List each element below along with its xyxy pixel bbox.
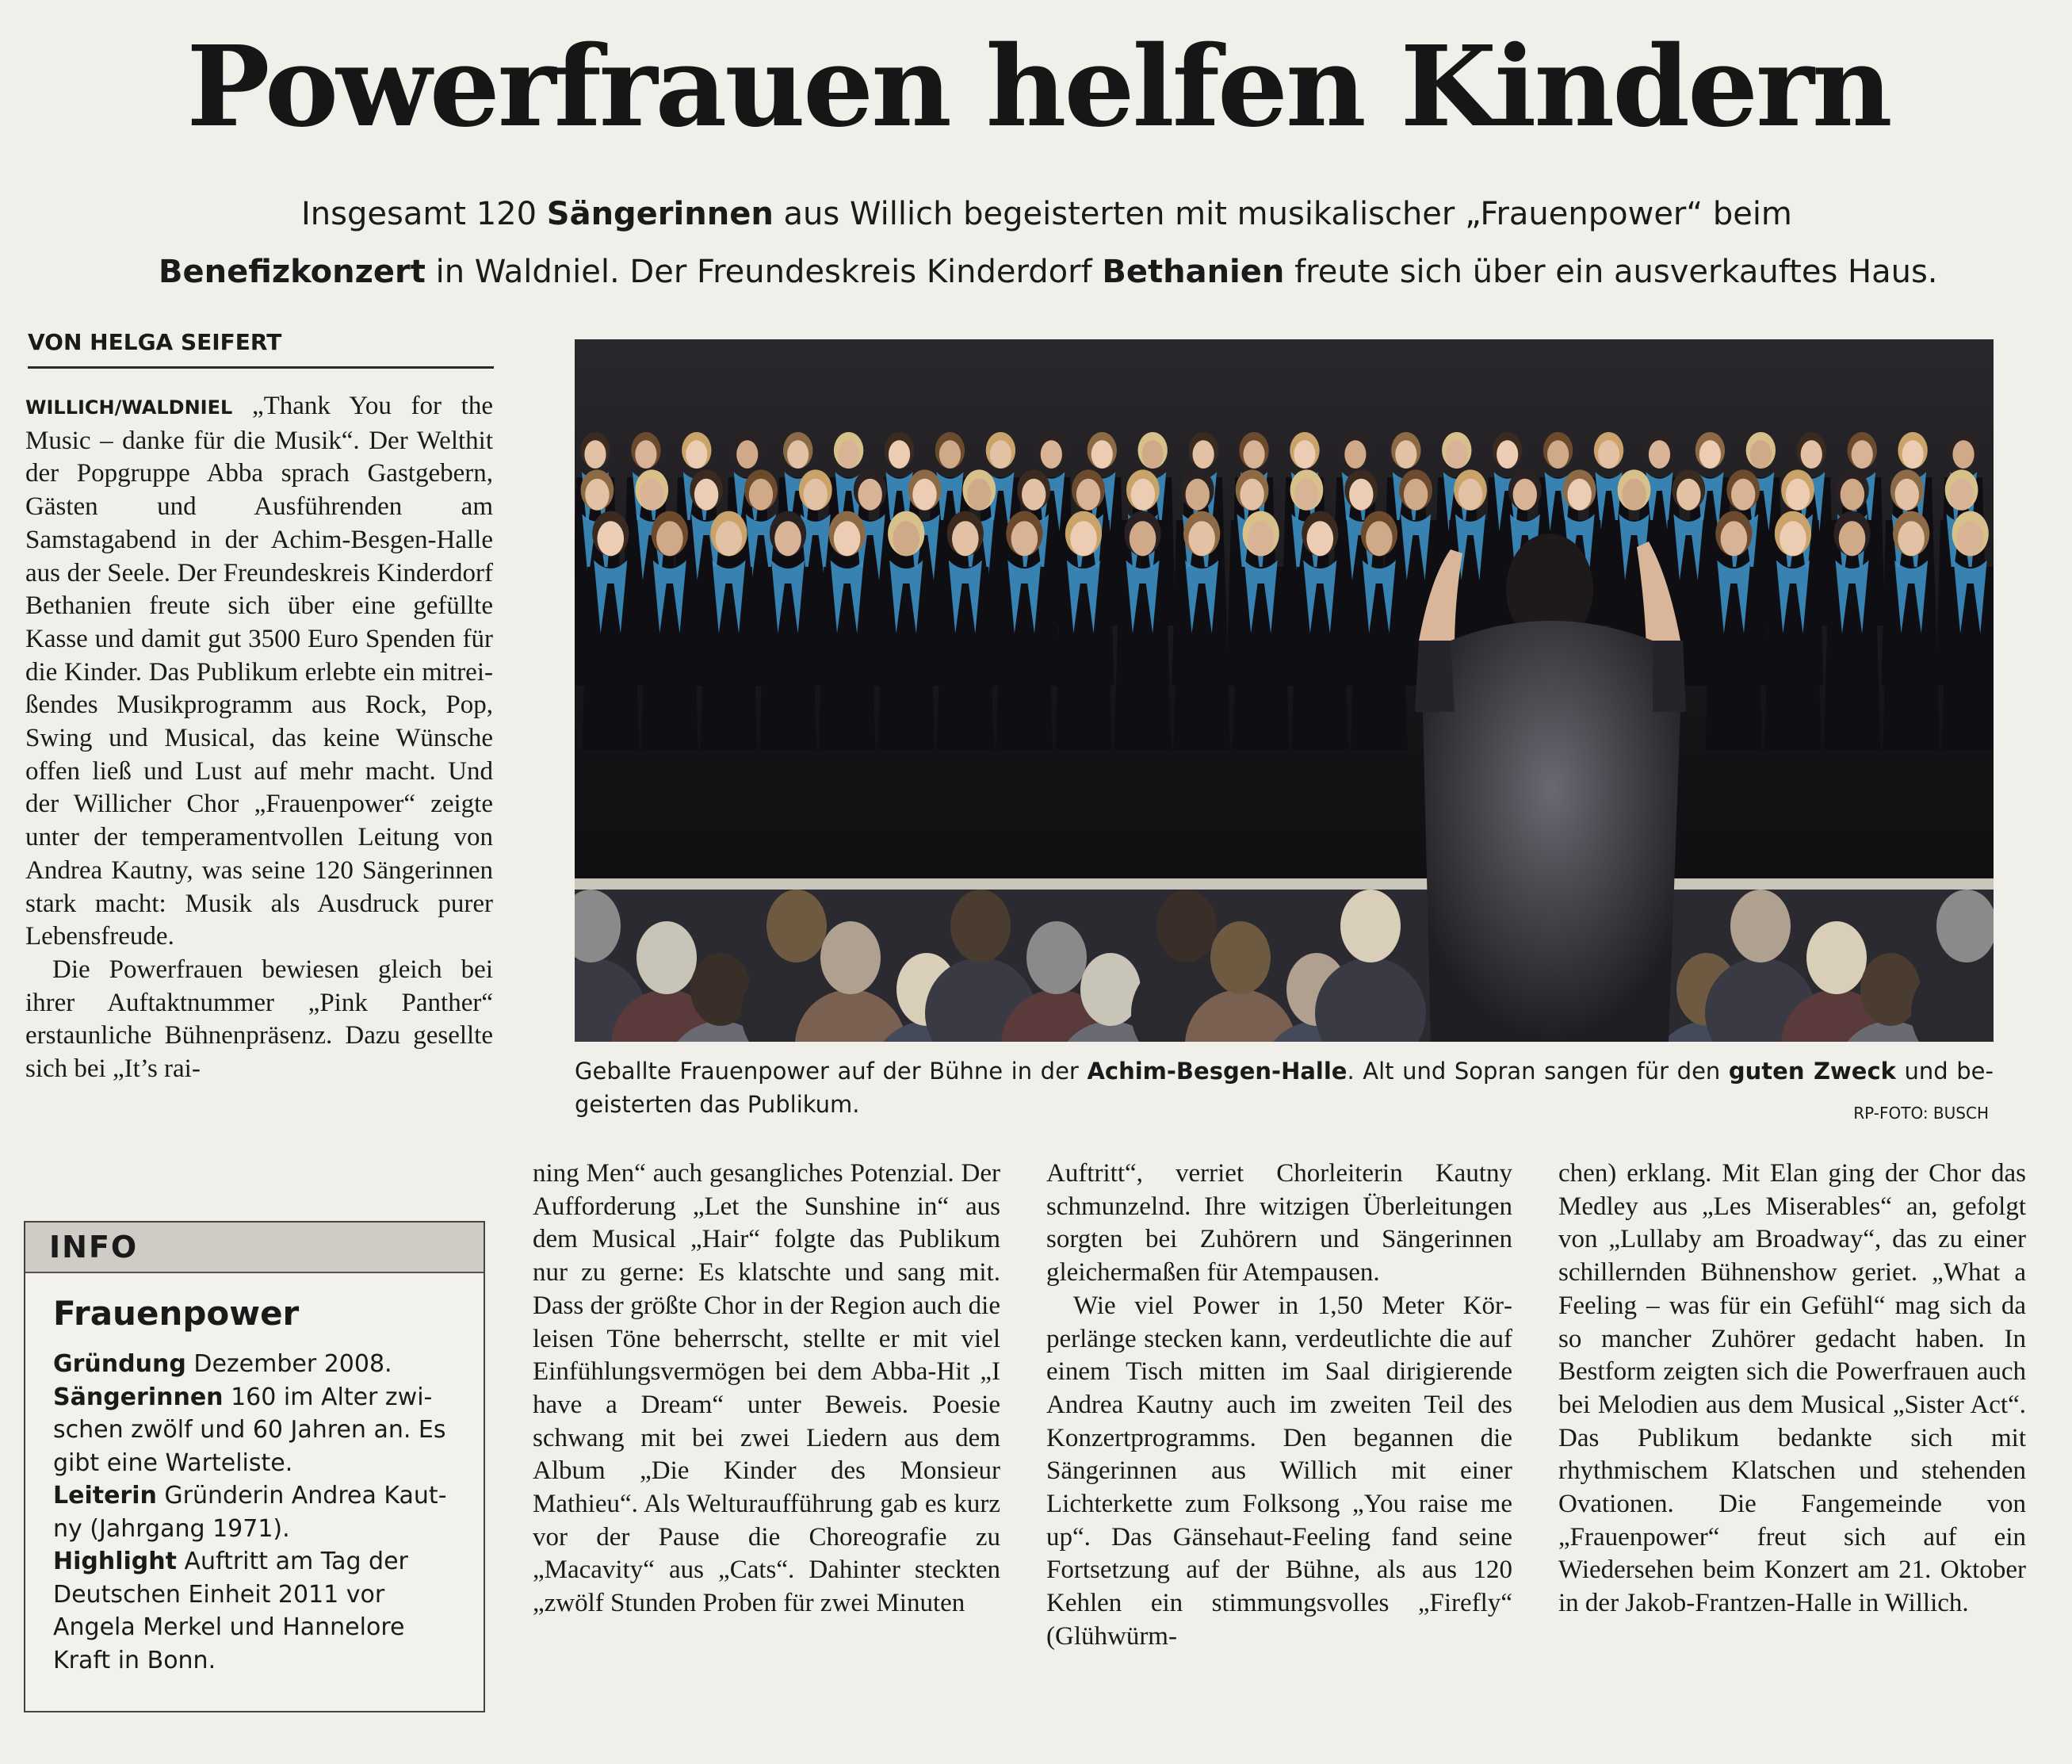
headline: Powerfrauen helfen Kindern (186, 22, 1890, 152)
photo-credit: RP-FOTO: BUSCH (1853, 1104, 1989, 1123)
info-title: Frauenpower (53, 1294, 300, 1333)
info-label: INFO (49, 1230, 139, 1265)
paragraph: Wie viel Power in 1,50 Meter Körperlänge stecken kann, verdeutlichte die auf einem Tisch mitten im Saal dirigierende Andrea Kautny auch im zweiten Teil des Konzertprogramms. Den begannen die Sängerinnen aus Willich mit einer Lichterkette zum Folksong „You raise me up“. Das Gänsehaut-Feeling fand seine Fortsetzung auf der Bühne, als aus 120 Kehlen ein stimmungsvolles „Firefly“ (Glühwürm- (1046, 1291, 1512, 1651)
paragraph: Auftritt“, verriet Chorleiterin Kautny schmunzelnd. Ihre witzigen Überleitungen sorgten bei Zuhörern und Sängerinnen gleichermaßen für Atempausen. (1046, 1159, 1512, 1288)
dateline: WILLICH/WALDNIEL (25, 396, 233, 419)
article-column-3 (1046, 1158, 1512, 1724)
info-body: Gründung Dezember 2008. Sängerinnen 160 im Alter zwischen zwölf und 60 Jahren an. Es gibt eine Warteliste. Leiterin Gründerin Andrea Kautny (Jahrgang 1971). Highlight Auftritt am Tag der Deutschen Einheit 2011 vor Angela Merkel und Hannelore Kraft in Bonn. (53, 1350, 447, 1674)
byline-rule (28, 366, 494, 369)
paragraph: chen) erklang. Mit Elan ging der Chor das Medley aus „Les Miserables“ an, gefolgt von „Lullaby am Broadway“, das zu einer schillernden Bühnenshow geriet. „What a Feeling – was für ein Gefühl“ mag sich da so mancher Zuhörer gedacht haben. In Bestform zeigten sich die Powerfrauen auch bei Melodien aus dem Musical „Sister Act“. Das Publikum bedankte sich mit rhythmischem Klatschen und stehenden Ovationen. Die Fangemeinde von „Frauenpower“ freut sich auf ein Wiedersehen beim Konzert am 21. Oktober in der Jakob-Frantzen-Halle in Willich. (1558, 1159, 2026, 1618)
info-header (25, 1223, 484, 1273)
byline: VON HELGA SEIFERT (28, 329, 282, 355)
info-box (24, 1221, 485, 1712)
article-column-4 (1558, 1158, 2026, 1724)
article-column-1: WILLICH/WALDNIEL „Thank You for the Music – danke für die Musik“. Der Welthit der Popgruppe Abba sprach Gastgebern, Gästen und Ausführenden am Samstagabend in der Achim-Besgen-Halle aus der Seele. Der Freundeskreis Kinderdorf Bethanien freute sich über eine gefüllte Kasse und damit gut 3500 Euro Spenden für die Kinder. Das Publikum erlebte ein mitreißendes Musikprogramm aus Rock, Pop, Swing und Musical, das keine Wünsche offen ließ und Lust auf mehr macht. Und der Willicher Chor „Frauenpower“ zeigte unter der temperamentvollen Leitung von Andrea Kautny, was seine 120 Sängerinnen stark macht: Musik als Ausdruck purer Lebensfreude. Die Powerfrauen bewiesen gleich bei ihrer Auftaktnummer „Pink Panther“ erstaunliche Bühnenpräsenz. Dazu gesellte sich bei „It’s rai- (25, 390, 493, 1189)
paragraph: ning Men“ auch gesangliches Potenzial. Der Aufforderung „Let the Sunshine in“ aus dem Musical „Hair“ folgte das Publikum nur zu gerne: Es klatschte und sang mit. Dass der größte Chor in der Region auch die leisen Töne beherrscht, stellte er mit viel Einfühlungsvermögen bei dem Abba-Hit „I have a Dream“ unter Beweis. Poesie schwang mit bei zwei Liedern aus dem Album „Die Kinder des Monsieur Mathieu“. Als Welturaufführung gab es kurz vor der Pause die Choreografie zu „Macavity“ aus „Cats“. Dahinter steckten „zwölf Stunden Proben für zwei Minuten (533, 1159, 1000, 1618)
photo-caption: Geballte Frauenpower auf der Bühne in der Achim-Besgen-Halle. Alt und Sopran sangen für den guten Zweck und begeisterten das Publikum. (575, 1058, 1994, 1118)
subheadline-line-1: Insgesamt 120 Sängerinnen aus Willich begeisterten mit musikalischer „Frauenpower“ beim (301, 196, 1792, 232)
article-column-2 (533, 1158, 1000, 1724)
conductor (1415, 534, 1686, 1042)
subheadline-line-2: Benefizkonzert in Waldniel. Der Freundeskreis Kinderdorf Bethanien freute sich über ein ausverkauftes Haus. (159, 254, 1938, 290)
concert-photo (575, 339, 1994, 1042)
paragraph: Die Powerfrauen bewiesen gleich bei ihrer Auftaktnummer „Pink Panther“ erstaunliche Bühnenpräsenz. Dazu gesellte sich bei „It’s rai- (25, 955, 493, 1084)
